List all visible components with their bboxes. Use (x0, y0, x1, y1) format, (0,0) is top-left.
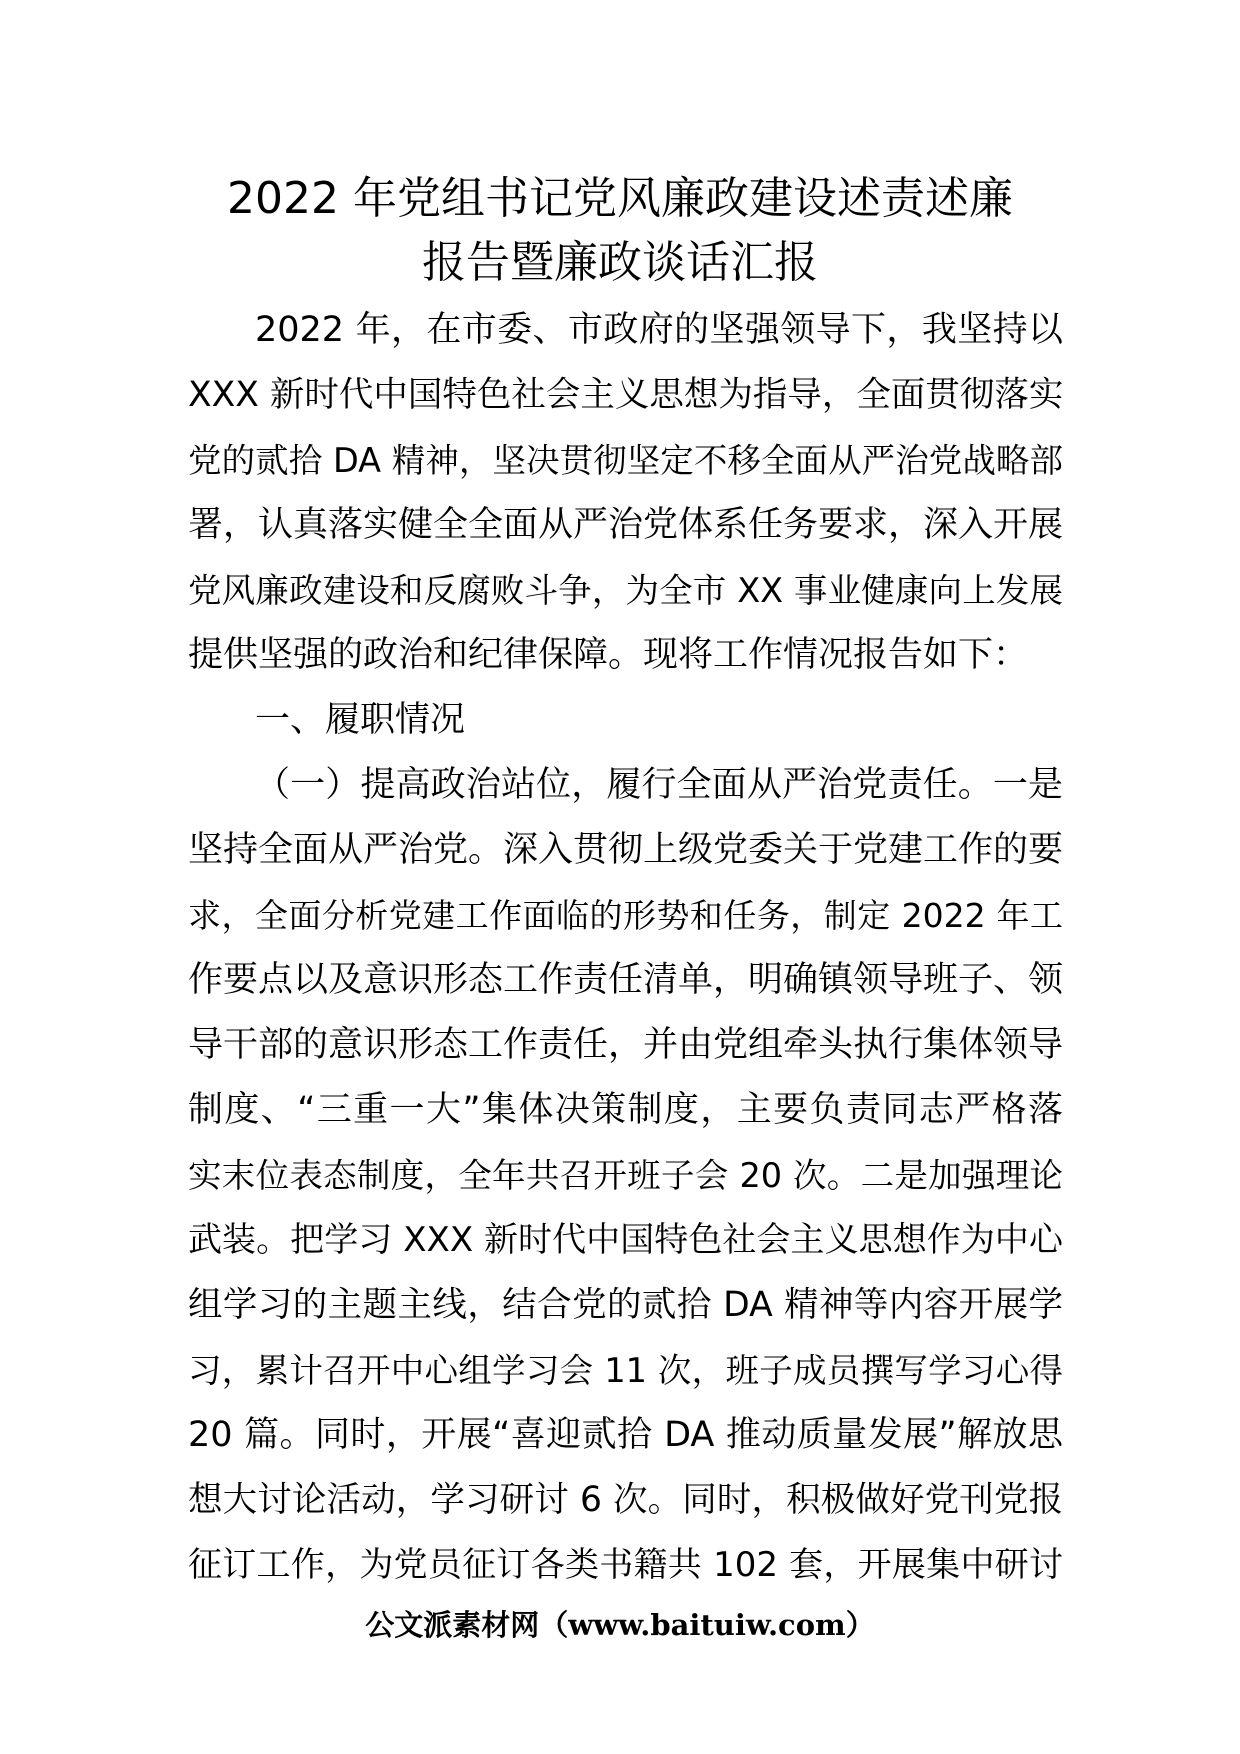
paragraph-line: 制度、“三重一大”集体决策制度，主要负责同志严格落 (188, 1090, 1063, 1130)
paragraph-line: 武装。把学习 XXX 新时代中国特色社会主义思想作为中心 (188, 1220, 1063, 1260)
paragraph-line: 实末位表态制度，全年共召开班子会 20 次。二是加强理论 (188, 1156, 1063, 1195)
paragraph-line: 提供坚强的政治和纪律保障。现将工作情况报告如下： (188, 635, 1029, 675)
document-title-line-1: 2022 年党组书记党风廉政建设述责述廉 (227, 173, 1013, 224)
document-title-line-2: 报告暨廉政谈话汇报 (422, 237, 818, 288)
paragraph-line: 导干部的意识形态工作责任，并由党组牵头执行集体领导 (188, 1025, 1064, 1065)
paragraph-line: XXX 新时代中国特色社会主义思想为指导，全面贯彻落实 (188, 375, 1064, 415)
paragraph-line: 党的贰拾 DA 精神，坚决贯彻坚定不移全面从严治党战略部 (188, 441, 1063, 480)
paragraph-line: 2022 年，在市委、市政府的坚强领导下，我坚持以 (255, 310, 1063, 350)
paragraph-line: 坚持全面从严治党。深入贯彻上级党委关于党建工作的要 (188, 830, 1064, 870)
footer-source-text: 公文派素材网（www.baituiw.com） (365, 1608, 875, 1642)
paragraph-line: 组学习的主题主线，结合党的贰拾 DA 精神等内容开展学 (188, 1285, 1063, 1325)
paragraph-line: 20 篇。同时，开展“喜迎贰拾 DA 推动质量发展”解放思 (188, 1415, 1063, 1455)
paragraph-line: 作要点以及意识形态工作责任清单，明确镇领导班子、领 (188, 960, 1064, 1000)
document-body (188, 298, 1063, 1598)
paragraph-line: 想大讨论活动，学习研讨 6 次。同时，积极做好党刊党报 (188, 1480, 1063, 1520)
paragraph-line: 党风廉政建设和反腐败斗争，为全市 XX 事业健康向上发展 (188, 571, 1063, 610)
section-heading: 一、履职情况 (255, 700, 466, 740)
paragraph-line: 征订工作，为党员征订各类书籍共 102 套，开展集中研讨 (188, 1545, 1063, 1585)
paragraph-line: 署，认真落实健全全面从严治党体系任务要求，深入开展 (188, 505, 1064, 545)
paragraph-line: 习，累计召开中心组学习会 11 次，班子成员撰写学习心得 (188, 1351, 1063, 1390)
paragraph-line: （一）提高政治站位，履行全面从严治党责任。一是 (255, 765, 1063, 805)
paragraph-line: 求，全面分析党建工作面临的形势和任务，制定 2022 年工 (188, 896, 1063, 935)
